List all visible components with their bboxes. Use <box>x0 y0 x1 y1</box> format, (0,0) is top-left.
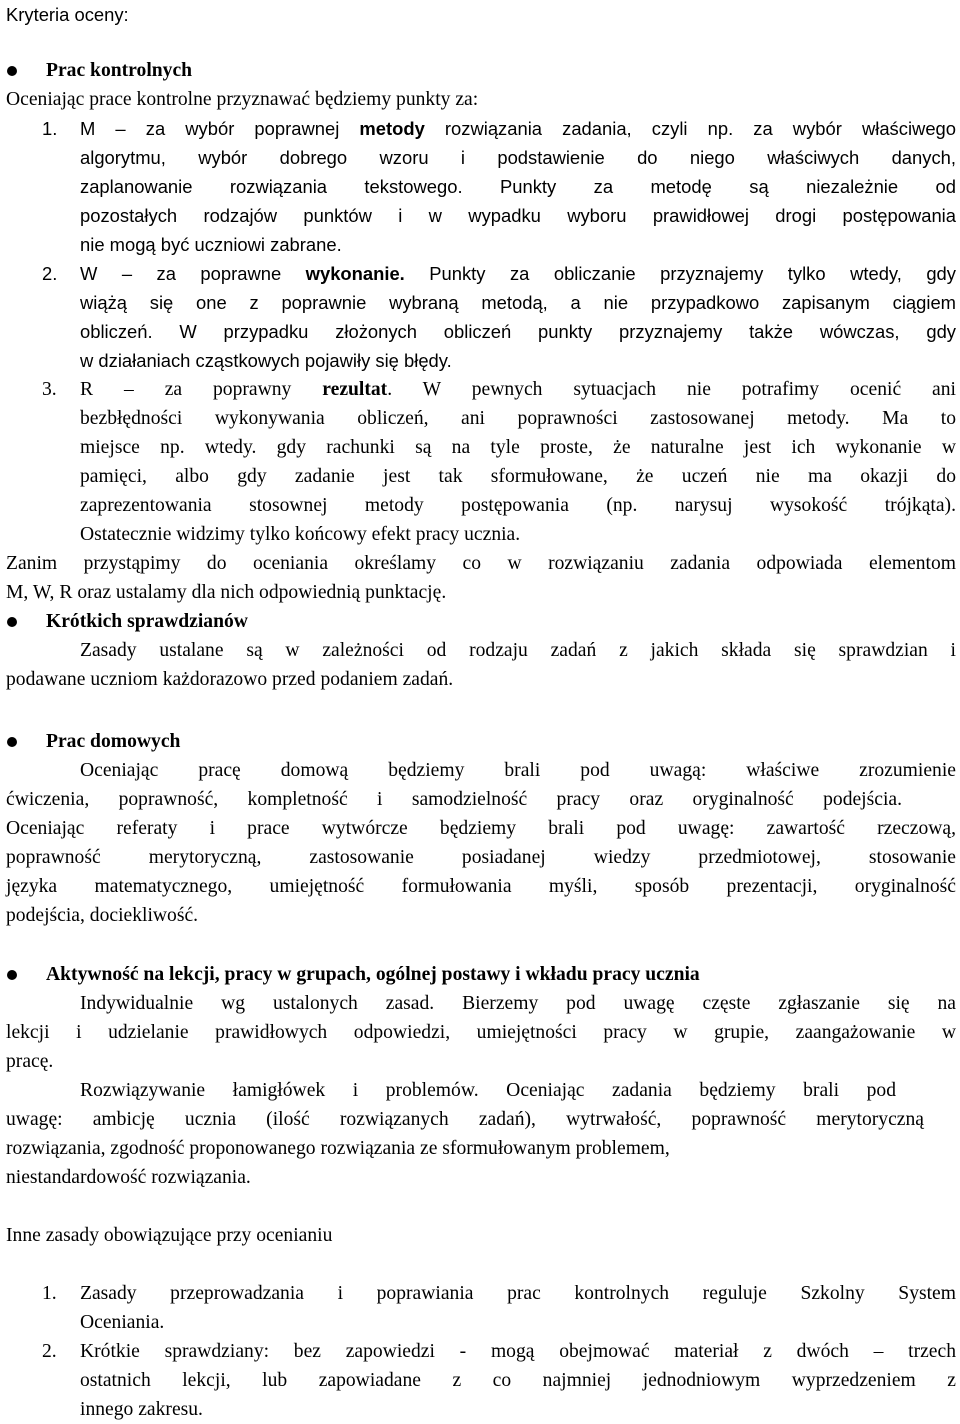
list-number: 2. <box>42 263 58 284</box>
inne-item: Krótkie sprawdziany: bez zapowiedzi - mogą obejmować materiał z dwóch – trzech <box>80 1341 956 1362</box>
criterion-term: rezultat <box>322 379 388 400</box>
page-title: Kryteria oceny: <box>6 4 129 25</box>
aktywnosc-text: uwagę: ambicję ucznia (ilość rozwiązanych zadań), wytrwałość, poprawność merytoryczną <box>6 1109 924 1130</box>
criterion-m-line: pozostałych rodzajów punktów i w wypadku wyboru prawidłowej drogi postępowania <box>80 205 956 226</box>
criterion-w-line: obliczeń. W przypadku złożonych obliczeń punkty przyznajemy także wówczas, gdy <box>80 321 956 342</box>
criterion-r-line: miejsce np. wtedy. gdy rachunki są na tyle proste, że naturalne jest ich wykonanie w <box>80 437 956 458</box>
list-number: 1. <box>42 1283 57 1304</box>
aktywnosc-text: lekcji i udzielanie prawidłowych odpowiedzi, umiejętności pracy w grupie, zaangażowanie w <box>6 1022 956 1043</box>
domowe-text: Oceniając pracę domową będziemy brali pod uwagą: właściwe zrozumienie <box>80 760 956 781</box>
domowe-text: języka matematycznego, umiejętność formułowania myśli, sposób prezentacji, oryginalność <box>6 876 956 897</box>
domowe-text: ćwiczenia, poprawność, kompletność i samodzielność pracy oraz oryginalność podejścia. <box>6 789 902 810</box>
section-heading-sprawdziany: Krótkich sprawdzianów <box>46 611 248 632</box>
aktywnosc-text: Indywidualnie wg ustalonych zasad. Bierzemy pod uwagę częste zgłaszanie się na <box>80 993 956 1014</box>
criterion-term: metody <box>359 118 425 139</box>
list-number: 1. <box>42 118 58 139</box>
criterion-r: R – za poprawny rezultat. W pewnych sytuacjach nie potrafimy ocenić ani <box>80 379 956 400</box>
kontrolne-outro: M, W, R oraz ustalamy dla nich odpowiednią punktację. <box>6 582 447 603</box>
bullet-icon <box>7 737 17 747</box>
sprawdziany-text: Zasady ustalane są w zależności od rodzaju zadań z jakich składa się sprawdzian i <box>80 640 956 661</box>
inne-item: innego zakresu. <box>80 1399 203 1420</box>
aktywnosc-text: pracę. <box>6 1051 54 1072</box>
criterion-r-line: bezbłędności wykonywania obliczeń, ani poprawności zastosowanej metody. Ma to <box>80 408 956 429</box>
criterion-m: M – za wybór poprawnej metody rozwiązania zadania, czyli np. za wybór właściwego <box>80 118 957 139</box>
domowe-text: poprawność merytoryczną, zastosowanie posiadanej wiedzy przedmiotowej, stosowanie <box>6 847 956 868</box>
section-heading-aktywnosc: Aktywność na lekcji, pracy w grupach, ogólnej postawy i wkładu pracy ucznia <box>46 964 700 985</box>
criterion-w-line: w działaniach cząstkowych pojawiły się błędy. <box>80 350 452 371</box>
aktywnosc-text: niestandardowość rozwiązania. <box>6 1167 251 1188</box>
bullet-icon <box>7 970 17 980</box>
criterion-m-line: algorytmu, wybór dobrego wzoru i podstawienie do niego właściwych danych, <box>80 147 956 168</box>
criterion-w: W – za poprawne wykonanie. Punkty za obliczanie przyznajemy tylko wtedy, gdy <box>80 263 956 284</box>
list-number: 3. <box>42 379 57 400</box>
kontrolne-outro: Zanim przystąpimy do oceniania określamy co w rozwiązaniu zadania odpowiada elementom <box>6 553 956 574</box>
criterion-m-line: zaplanowanie rozwiązania tekstowego. Punkty za metodę są niezależnie od <box>80 176 956 197</box>
criterion-w-line: wiążą się one z poprawnie wybraną metodą, a nie przypadkowo zapisanym ciągiem <box>80 292 956 313</box>
inne-item: ostatnich lekcji, lub zapowiadane z co najmniej jednodniowym wyprzedzeniem z <box>80 1370 956 1391</box>
domowe-text: podejścia, dociekliwość. <box>6 905 199 926</box>
list-number: 2. <box>42 1341 57 1362</box>
aktywnosc-text: rozwiązania, zgodność proponowanego rozwiązania ze sformułowanym problemem, <box>6 1138 670 1159</box>
section-heading-domowe: Prac domowych <box>46 731 181 752</box>
aktywnosc-text: Rozwiązywanie łamigłówek i problemów. Oceniając zadania będziemy brali pod <box>80 1080 896 1101</box>
criterion-r-line: pamięci, albo gdy zadanie jest tak sformułowane, że uczeń nie ma okazji do <box>80 466 956 487</box>
kontrolne-intro: Oceniając prace kontrolne przyznawać będziemy punkty za: <box>6 89 479 110</box>
criterion-m-line: nie mogą być uczniowi zabrane. <box>80 234 342 255</box>
section-heading-inne: Inne zasady obowiązujące przy ocenianiu <box>6 1225 333 1246</box>
section-heading-kontrolne: Prac kontrolnych <box>46 60 193 81</box>
criterion-r-line: Ostatecznie widzimy tylko końcowy efekt pracy ucznia. <box>80 524 521 545</box>
sprawdziany-text: podawane uczniom każdorazowo przed podaniem zadań. <box>6 669 454 690</box>
bullet-icon <box>7 66 17 76</box>
bullet-icon <box>7 617 17 627</box>
inne-item: Oceniania. <box>80 1312 165 1333</box>
domowe-text: Oceniając referaty i prace wytwórcze będziemy brali pod uwagę: zawartość rzeczową, <box>6 818 956 839</box>
criterion-r-line: zaprezentowania stosownej metody postępowania (np. narysuj wysokość trójkąta). <box>80 495 956 516</box>
inne-item: Zasady przeprowadzania i poprawiania prac kontrolnych reguluje Szkolny System <box>80 1283 956 1304</box>
criterion-term: wykonanie. <box>305 263 405 284</box>
